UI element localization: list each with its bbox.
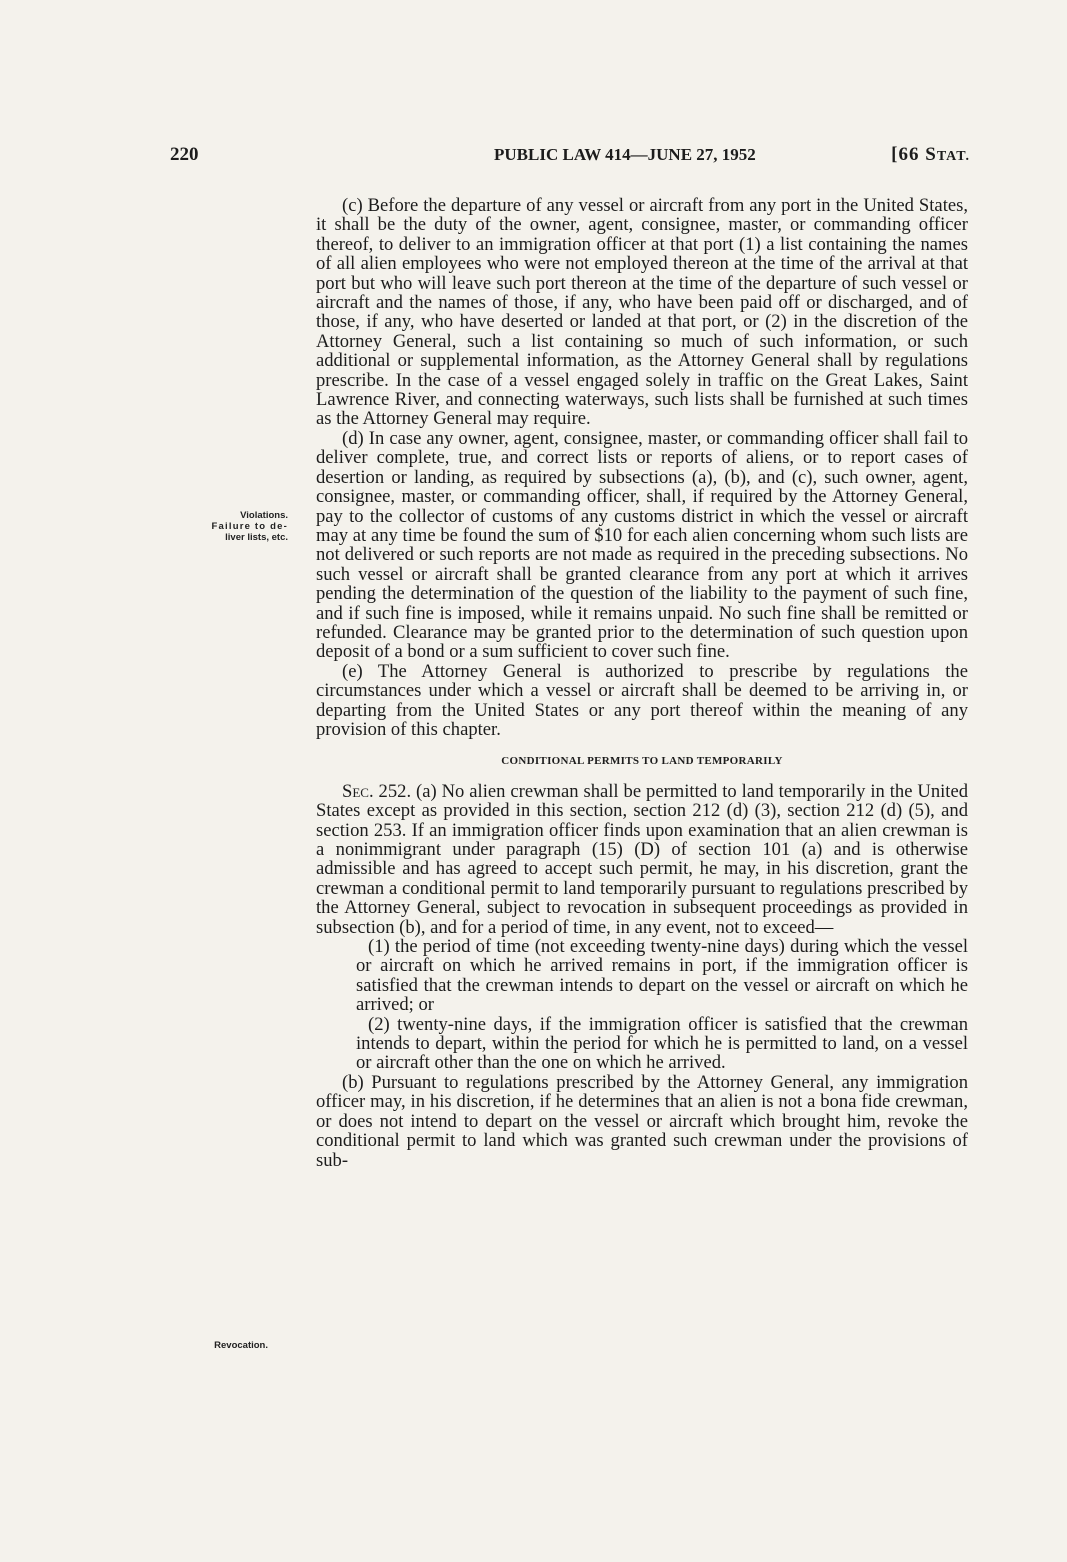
running-head: PUBLIC LAW 414—JUNE 27, 1952 [494, 145, 756, 164]
margin-note-violations-line3: liver lists, etc. [225, 532, 288, 543]
section-252-a-text: 252. (a) No alien crewman shall be permitted to land temporarily in the United States except as provided in this section, section 212 (d) (3), section 212 (d) (5), and section 253. If an immigration officer finds upon examination that an alien crewman is a nonimmigrant under paragraph (15) (D) of section 101 (a) and is otherwise admissible and has agreed to accept such permit, he may, in his discretion, grant the crewman a conditional permit to land temporarily pursuant to regulations prescribed by the Attorney General, subject to revocation in subsequent proceedings as provided in subsection (b), and for a period of time, in any event, not to exceed— [316, 780, 968, 938]
statute-reference-prefix: [66 S [891, 144, 937, 165]
paragraph-e: (e) The Attorney General is authorized to prescribe by regulations the circumstances under which a vessel or aircraft shall be deemed to be arriving in, or departing from the United States or any port thereof within the meaning of any provision of this chapter. [316, 660, 968, 740]
statute-reference-suffix: TAT. [936, 149, 970, 164]
margin-note-violations [160, 510, 288, 543]
page-header [170, 144, 970, 168]
margin-note-revocation-text: Revocation. [214, 1340, 268, 1351]
section-label: Sec. [342, 780, 374, 802]
section-252-paragraph-b: (b) Pursuant to regulations prescribed by the Attorney General, any immigration officer may, in his discretion, if he determines that an alien is not a bona fide crewman, or does not intend to depart on the vessel or aircraft which brought him, revoke the conditional permit to land which was granted such crewman under the provisions of sub- [316, 1071, 968, 1171]
page-number: 220 [170, 144, 199, 165]
paragraph-d: (d) In case any owner, agent, consignee, master, or commanding officer shall fail to deliver complete, true, and correct lists or reports of aliens, or to report cases of desertion or landing, as required by subsections (a), (b), and (c), such owner, agent, consignee, master, or commanding officer, shall, if required by the Attorney General, pay to the collector of customs of any customs district in which the vessel or aircraft may at any time be found the sum of $10 for each alien concerning whom such lists are not delivered or such reports are not made as required in the preceding subsections. No such vessel or aircraft shall be granted clearance from any port at which it arrives pending the determination of the question of the liability to the payment of such fine, and if such fine is imposed, while it remains unpaid. No such fine shall be remitted or refunded. Clearance may be granted prior to the determination of such question upon deposit of a bond or a sum sufficient to cover such fine. [316, 427, 968, 663]
section-252-item-2: (2) twenty-nine days, if the immigration officer is satisfied that the crewman intends to depart, within the period for which he is permitted to land, on a vessel or aircraft other than the one on which he arrived. [356, 1013, 968, 1074]
margin-note-violations-line1: Violations. [240, 510, 288, 521]
section-heading: CONDITIONAL PERMITS TO LAND TEMPORARILY [501, 755, 783, 768]
margin-note-violations-line2: Failure to de- [211, 521, 288, 532]
statute-body [316, 196, 968, 1170]
paragraph-c: (c) Before the departure of any vessel or aircraft from any port in the United States, it shall be the duty of the owner, agent, consignee, master, or commanding officer thereof, to deliver to an immigration officer at that port (1) a list containing the names of all alien employees who were not employed thereon at the time of the arrival at that port but who will leave such port thereon at the time of the departure of such vessel or aircraft and the names of those, if any, who have been paid off or discharged, and of those, if any, who have deserted or landed at that port, or (2) in the discretion of the Attorney General, such a list containing so much of such information, or such additional or supplemental information, as the Attorney General shall by regulations prescribe. In the case of a vessel engaged solely in traffic on the Great Lakes, Saint Lawrence River, and connecting waterways, such lists shall be furnished at such times as the Attorney General may require. [316, 195, 968, 430]
margin-note-revocation [140, 1340, 268, 1351]
section-252-item-1: (1) the period of time (not exceeding twenty-nine days) during which the vessel or aircraft on which he arrived remains in port, if the immigration officer is satisfied that the crewman intends to depart on the vessel or aircraft on which he arrived; or [356, 936, 968, 1016]
section-252-paragraph-a [316, 782, 968, 937]
statute-reference [891, 144, 970, 166]
